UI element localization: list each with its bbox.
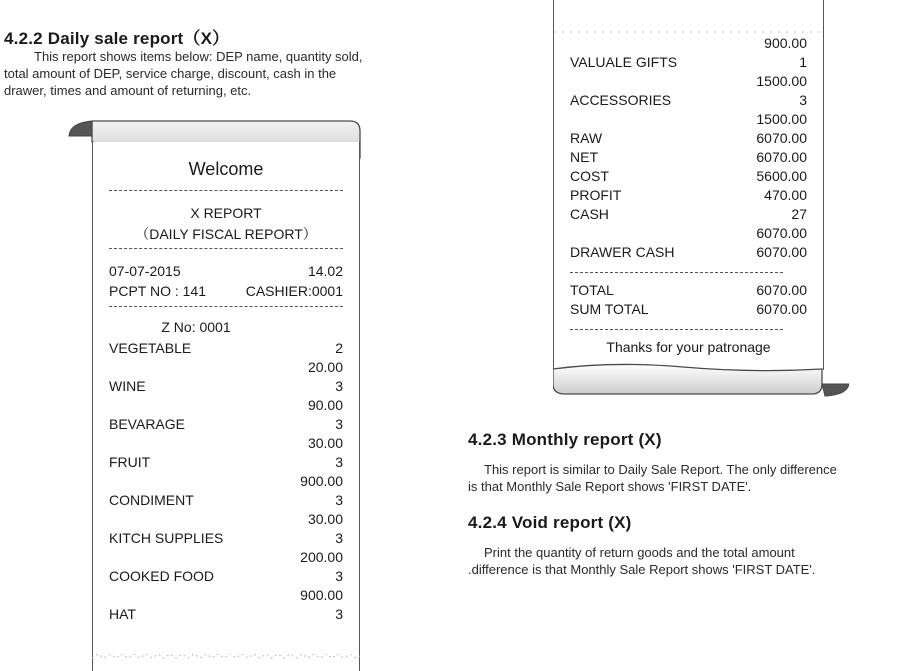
receipt-time: 14.02 bbox=[307, 263, 343, 279]
void-para-line-2: .difference is that Monthly Sale Report shows 'FIRST DATE'. bbox=[468, 562, 816, 577]
receipt-separator bbox=[109, 248, 343, 249]
summary-value: 470.00 bbox=[764, 187, 807, 203]
receipt-cashier: CASHIER:0001 bbox=[245, 283, 343, 299]
receipt-report-title: X REPORT bbox=[190, 205, 262, 221]
item-amount: 30.00 bbox=[307, 435, 343, 451]
item-qty: 1 bbox=[799, 54, 807, 70]
sum-total-label: SUM TOTAL bbox=[570, 301, 649, 317]
item-qty: 3 bbox=[335, 606, 343, 622]
item-qty: 2 bbox=[335, 340, 343, 356]
receipt-thanks: Thanks for your patronage bbox=[606, 339, 771, 355]
sum-total-value: 6070.00 bbox=[756, 301, 807, 317]
item-amount: 20.00 bbox=[307, 359, 343, 375]
section-heading-void: 4.2.4 Void report (X) bbox=[468, 513, 632, 532]
receipt-separator bbox=[570, 272, 783, 273]
item-amount: 200.00 bbox=[300, 549, 343, 565]
item-amount: 900.00 bbox=[300, 587, 343, 603]
daily-para-line-1: This report shows items below: DEP name, quantity sold, bbox=[34, 49, 363, 64]
daily-para-line-3: drawer, times and amount of returning, etc. bbox=[4, 83, 252, 98]
drawer-cash-label: DRAWER CASH bbox=[570, 244, 675, 260]
summary-label: CASH bbox=[570, 206, 609, 222]
receipt-report-subtitle: （DAILY FISCAL REPORT） bbox=[135, 226, 317, 242]
cash-amount: 6070.00 bbox=[756, 225, 807, 241]
monthly-para-line-1: This report is similar to Daily Sale Report. The only difference bbox=[484, 462, 837, 477]
receipt-torn-edge bbox=[92, 654, 360, 668]
receipt-left-paper bbox=[92, 142, 360, 671]
item-name: WINE bbox=[109, 378, 146, 394]
item-qty: 3 bbox=[335, 454, 343, 470]
item-amount: 30.00 bbox=[307, 511, 343, 527]
item-amount: 900.00 bbox=[764, 35, 807, 51]
item-name: KITCH SUPPLIES bbox=[109, 530, 224, 546]
receipt-right-paper bbox=[553, 0, 824, 370]
receipt-date: 07-07-2015 bbox=[109, 263, 181, 279]
receipt-welcome: Welcome bbox=[188, 159, 264, 179]
section-heading-daily: 4.2.2 Daily sale report（X） bbox=[4, 29, 230, 48]
receipt-number: PCPT NO : 141 bbox=[109, 283, 207, 299]
summary-label: NET bbox=[570, 149, 598, 165]
receipt-separator bbox=[109, 306, 343, 307]
monthly-para-line-2: is that Monthly Sale Report shows 'FIRST DATE'. bbox=[468, 479, 752, 494]
item-amount: 90.00 bbox=[307, 397, 343, 413]
item-name: VEGETABLE bbox=[109, 340, 192, 356]
item-name: VALUALE GIFTS bbox=[570, 54, 678, 70]
item-name: BEVARAGE bbox=[109, 416, 185, 432]
item-qty: 3 bbox=[335, 530, 343, 546]
drawer-cash-value: 6070.00 bbox=[756, 244, 807, 260]
item-name: CONDIMENT bbox=[109, 492, 194, 508]
summary-value: 5600.00 bbox=[756, 168, 807, 184]
receipt-roll-bottom bbox=[553, 355, 849, 400]
item-name: ACCESSORIES bbox=[570, 92, 672, 108]
summary-label: RAW bbox=[570, 130, 603, 146]
receipt-separator bbox=[570, 329, 783, 330]
receipt-z-number: Z No: 0001 bbox=[161, 319, 231, 335]
item-name: HAT bbox=[109, 606, 136, 622]
summary-value: 27 bbox=[791, 206, 807, 222]
section-heading-monthly: 4.2.3 Monthly report (X) bbox=[468, 430, 662, 449]
item-qty: 3 bbox=[799, 92, 807, 108]
item-amount: 1500.00 bbox=[756, 73, 807, 89]
total-label: TOTAL bbox=[570, 282, 614, 298]
item-amount: 1500.00 bbox=[756, 111, 807, 127]
item-qty: 3 bbox=[335, 416, 343, 432]
summary-label: PROFIT bbox=[570, 187, 622, 203]
receipt-left bbox=[66, 118, 362, 671]
summary-label: COST bbox=[570, 168, 609, 184]
item-qty: 3 bbox=[335, 492, 343, 508]
item-amount: 900.00 bbox=[300, 473, 343, 489]
daily-para-line-2: total amount of DEP, service charge, discount, cash in the bbox=[4, 66, 337, 81]
item-qty: 3 bbox=[335, 568, 343, 584]
item-name: FRUIT bbox=[109, 454, 151, 470]
item-name: COOKED FOOD bbox=[109, 568, 215, 584]
receipt-separator bbox=[109, 190, 343, 191]
receipt-right bbox=[553, 0, 849, 400]
summary-value: 6070.00 bbox=[756, 130, 807, 146]
item-qty: 3 bbox=[335, 378, 343, 394]
total-value: 6070.00 bbox=[756, 282, 807, 298]
summary-value: 6070.00 bbox=[756, 149, 807, 165]
void-para-line-1: Print the quantity of return goods and the total amount bbox=[484, 545, 795, 560]
